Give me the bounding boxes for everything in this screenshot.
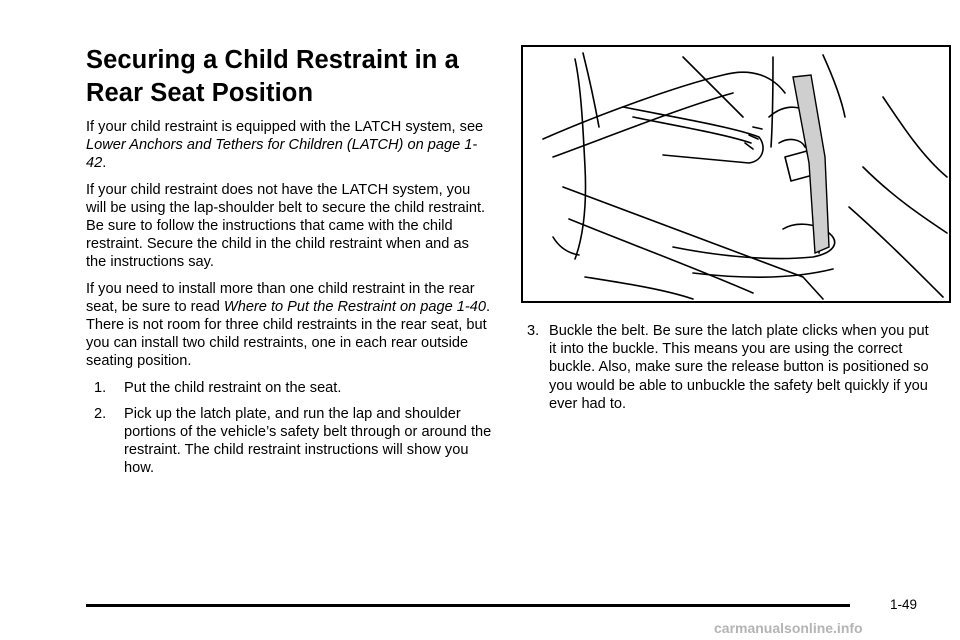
step-2 xyxy=(94,405,492,478)
step-3-number: 3. xyxy=(527,323,540,339)
restraint-position-reference: Where to Put the Restraint on page 1-40 xyxy=(223,298,486,315)
latch-page-reference: Lower Anchors and Tethers for Children (LATCH) on page 1-42 xyxy=(86,137,478,172)
step-1-number: 1. xyxy=(94,379,107,396)
section-heading: Securing a Child Restraint in a Rear Seat Position xyxy=(86,46,459,107)
paragraph-multiple-end: . There is not room for three child restraints in the rear seat, but you can install two child restraints, one in each rear outside seating position. xyxy=(86,298,491,370)
watermark: carmanualsonline.info xyxy=(714,620,863,636)
page-number: 1-49 xyxy=(890,597,918,612)
step-3 xyxy=(527,322,939,413)
step-2-text: Pick up the latch plate, and run the lap and shoulder portions of the vehicle’s safety belt through or around the restraint. The child restraint instructions will show you how. xyxy=(124,405,492,477)
footer-rule xyxy=(86,604,850,607)
paragraph-no-latch: If your child restraint does not have the LATCH system, you will be using the lap-shoulder belt to secure the child restraint. Be sure to follow the instructions that came with the child restraint. Secure the child in the child restraint when and as the instructions say. xyxy=(86,181,486,271)
step-1 xyxy=(94,379,492,397)
paragraph-multiple-text: If you need to install more than one child restraint in the rear seat, be sure to read xyxy=(86,280,475,315)
step-1-text: Put the child restraint on the seat. xyxy=(124,379,342,396)
paragraph-latch-text: If your child restraint is equipped with the LATCH system, see xyxy=(86,119,484,135)
paragraph-latch-end: . xyxy=(102,155,107,172)
step-3-text: Buckle the belt. Be sure the latch plate clicks when you put it into the buckle. This means you are using the correct buckle. Also, make sure the release button is positioned so you would be able to unbuckle the safety belt quickly if you ever had to. xyxy=(549,323,929,412)
paragraph-latch xyxy=(86,118,492,173)
belt-buckling-illustration xyxy=(521,45,951,303)
step-2-number: 2. xyxy=(94,405,107,422)
paragraph-multiple-restraints xyxy=(86,280,492,371)
left-column xyxy=(86,44,492,486)
illustration-drawing xyxy=(523,47,949,301)
right-column xyxy=(527,322,939,421)
